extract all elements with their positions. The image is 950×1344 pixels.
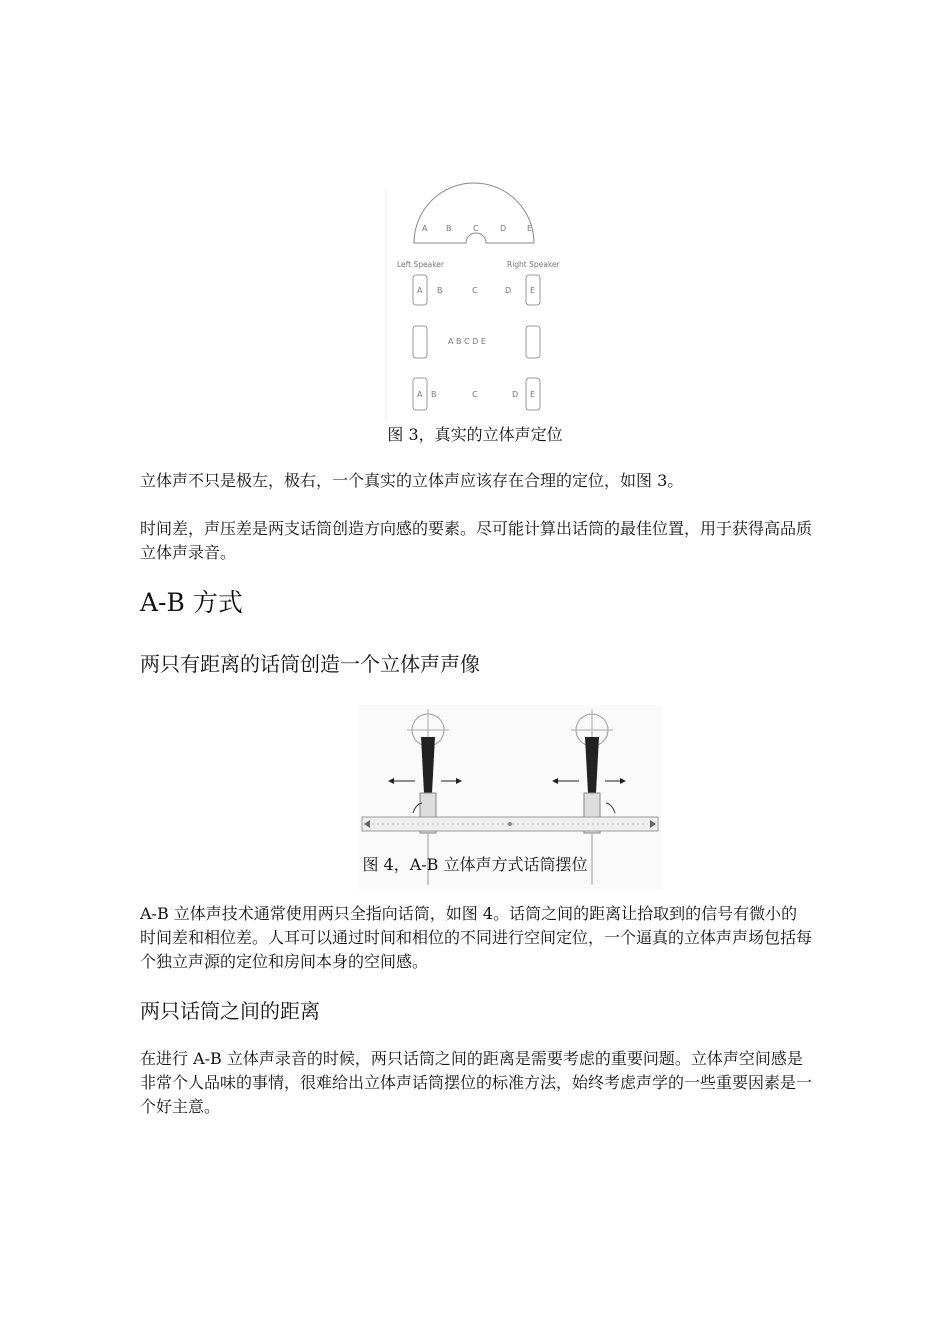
row1-letter-b: B <box>437 286 443 295</box>
section-heading-ab: A-B 方式 <box>140 588 243 617</box>
row1-letter-c: C <box>472 286 478 295</box>
figure-3-stereo-positioning-diagram <box>384 180 564 420</box>
row1-right-letter: E <box>530 286 536 295</box>
row1-letter-d: D <box>505 286 512 295</box>
row3-letter-c: C <box>472 390 478 399</box>
left-speaker-label: Left Speaker <box>397 260 444 269</box>
subheading-spaced-mics: 两只有距离的话筒创造一个立体声声像 <box>140 652 480 676</box>
right-speaker-box-2 <box>526 326 540 358</box>
subheading-mic-distance: 两只话筒之间的距离 <box>140 999 320 1023</box>
paragraph-4: 在进行 A-B 立体声录音的时候，两只话筒之间的距离是需要考虑的重要问题。立体声空间感是非常个人品味的事情，很难给出立体声话筒摆位的标准方法，始终考虑声学的一些重要因素是一个好主意。 <box>140 1049 813 1116</box>
figure-4-caption: 图 4，A-B 立体声方式话筒摆位 <box>362 855 588 874</box>
arc-letter-c: C <box>473 224 479 233</box>
paragraph-3: A-B 立体声技术通常使用两只全指向话筒，如图 4。话筒之间的距离让拾取到的信号有微小的时间差和相位差。人耳可以通过时间和相位的不同进行空间定位，一个逼真的立体声声场包括每个独立声源的定位和房间本身的空间感。 <box>140 904 813 971</box>
row2-center-letters: A B C D E <box>448 337 486 346</box>
arc-letter-d: D <box>500 224 507 233</box>
stage-arc <box>414 183 534 243</box>
row1-left-letter: A <box>417 286 423 295</box>
paragraph-2: 时间差，声压差是两支话筒创造方向感的要素。尽可能计算出话筒的最佳位置，用于获得高品质立体声录音。 <box>140 519 813 562</box>
row3-left-letter: A <box>417 390 423 399</box>
stereo-bar <box>362 817 658 831</box>
arc-letter-e: E <box>527 224 533 233</box>
figure-3-caption: 图 3，真实的立体声定位 <box>387 425 563 444</box>
row3-letter-b: B <box>431 390 437 399</box>
left-speaker-box-2 <box>413 326 427 358</box>
arc-letter-a: A <box>422 224 428 233</box>
right-speaker-label: Right Speaker <box>507 260 560 269</box>
arc-letter-b: B <box>446 224 452 233</box>
row3-right-letter: E <box>530 390 536 399</box>
paragraph-1: 立体声不只是极左，极右，一个真实的立体声应该存在合理的定位，如图 3。 <box>140 471 684 490</box>
row3-letter-d: D <box>512 390 519 399</box>
